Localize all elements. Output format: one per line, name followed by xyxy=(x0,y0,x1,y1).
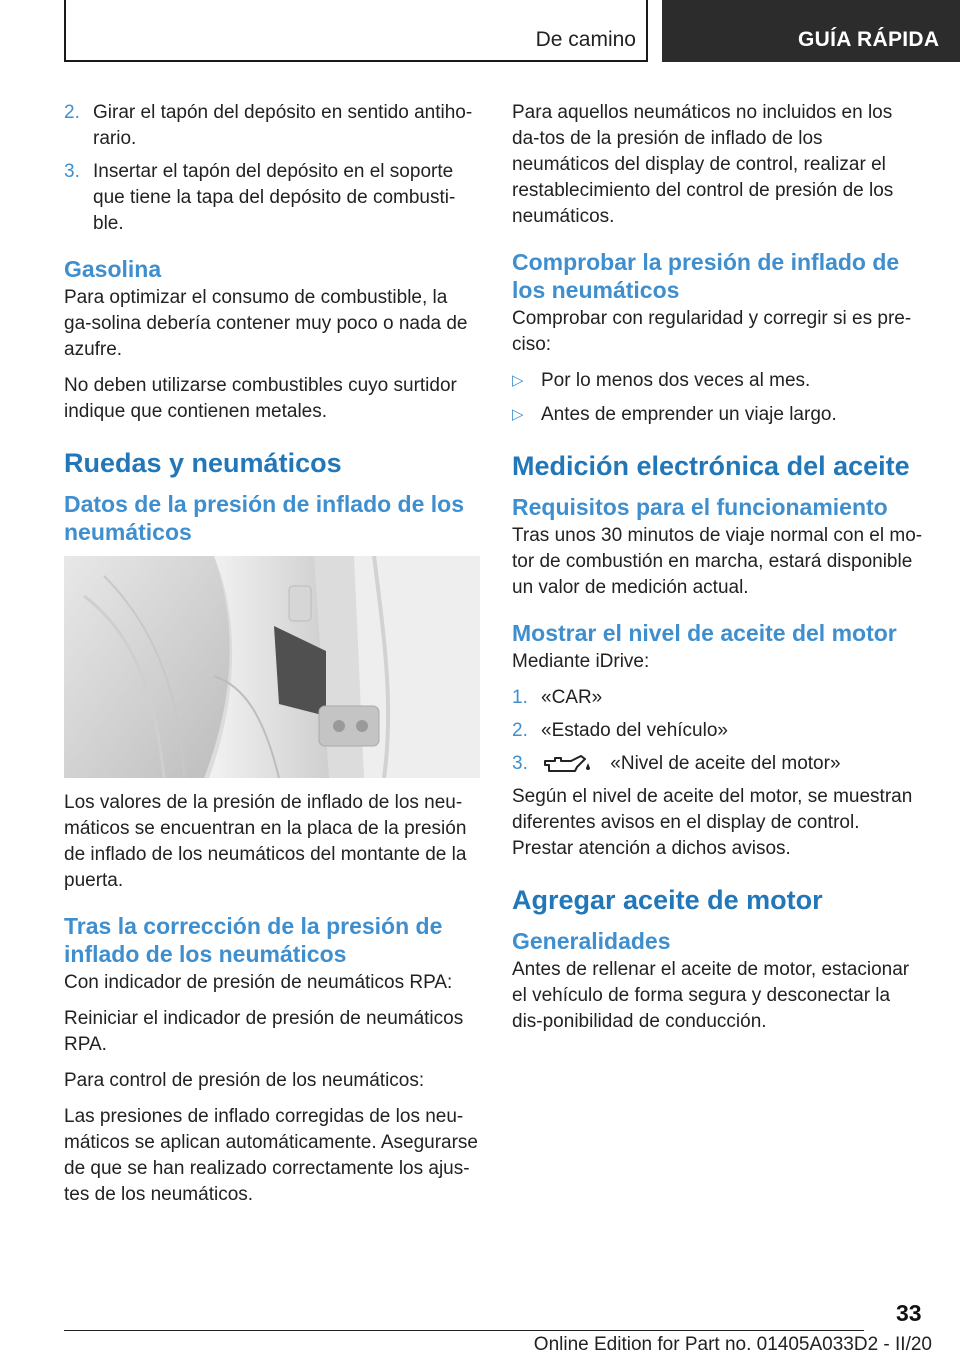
header-section-title: De camino xyxy=(535,28,636,51)
heading-comprobar-presion: Comprobar la presión de inflado de los neumáticos xyxy=(512,249,900,303)
step-number: 3. xyxy=(512,753,528,774)
step-number: 2. xyxy=(512,720,528,741)
right-column xyxy=(512,100,924,1045)
page-header xyxy=(0,0,960,66)
paragraph: Antes de rellenar el aceite de motor, estacionar el vehículo de forma segura y desconectar la dis-ponibilidad de conducción. xyxy=(512,959,910,1032)
heading-agregar-aceite: Agregar aceite de motor xyxy=(512,885,823,915)
paragraph: Reiniciar el indicador de presión de neumáticos RPA. xyxy=(64,1008,464,1055)
paragraph: Según el nivel de aceite del motor, se muestran diferentes avisos en el display de control. Prestar atención a dichos avisos. xyxy=(512,786,913,859)
step-text: Insertar el tapón del depósito en el soporte que tiene la tapa del depósito de combusti-ble. xyxy=(93,161,456,234)
step-text: «CAR» xyxy=(541,687,603,708)
paragraph: Los valores de la presión de inflado de los neu-máticos se encuentran en la placa de la presión de inflado de los neumáticos del montante de la puerta. xyxy=(64,792,467,891)
oil-can-icon xyxy=(541,753,595,775)
step-number: 3. xyxy=(64,161,80,182)
footer-edition-text: Online Edition for Part no. 01405A033D2 - II/20 xyxy=(533,1334,932,1355)
heading-ruedas: Ruedas y neumáticos xyxy=(64,448,342,478)
footer-divider xyxy=(64,1330,864,1331)
heading-tras-correccion: Tras la corrección de la presión de inflado de los neumáticos xyxy=(64,913,443,967)
door-pillar-tire-label-image xyxy=(64,556,480,778)
triangle-bullet-icon: ▷ xyxy=(512,372,524,389)
list-item xyxy=(512,368,924,394)
heading-datos-presion: Datos de la presión de inflado de los neumáticos xyxy=(64,491,465,545)
list-item xyxy=(512,402,924,428)
paragraph: Para optimizar el consumo de combustible, la ga-solina debería contener muy poco o nada de azufre. xyxy=(64,287,468,360)
list-item-text: Por lo menos dos veces al mes. xyxy=(541,370,811,391)
header-tab-quick-guide[interactable] xyxy=(662,0,960,62)
step-item xyxy=(64,159,480,237)
step-item xyxy=(512,685,924,711)
paragraph: Para aquellos neumáticos no incluidos en los da-tos de la presión de inflado de los neumáticos del display de control, realizar el restablecimiento del control de presión de los neumáticos. xyxy=(512,102,894,227)
heading-generalidades: Generalidades xyxy=(512,928,671,954)
step-number: 1. xyxy=(512,687,528,708)
paragraph: Para control de presión de los neumáticos: xyxy=(64,1070,425,1091)
heading-requisitos: Requisitos para el funcionamiento xyxy=(512,494,888,520)
step-text: «Nivel de aceite del motor» xyxy=(610,753,841,774)
step-item xyxy=(512,718,924,744)
page-number: 33 xyxy=(896,1300,922,1326)
triangle-bullet-icon: ▷ xyxy=(512,406,524,423)
paragraph: Con indicador de presión de neumáticos RPA: xyxy=(64,972,453,993)
heading-gasolina: Gasolina xyxy=(64,256,162,282)
heading-medicion-aceite: Medición electrónica del aceite xyxy=(512,451,910,481)
left-column xyxy=(64,100,480,1218)
header-section-box xyxy=(64,0,648,62)
list-item-text: Antes de emprender un viaje largo. xyxy=(541,404,837,425)
step-item xyxy=(64,100,480,152)
step-text: Girar el tapón del depósito en sentido antiho-rario. xyxy=(93,102,473,149)
step-item xyxy=(512,751,924,777)
header-tab-label: GUÍA RÁPIDA xyxy=(798,28,940,51)
heading-mostrar-nivel: Mostrar el nivel de aceite del motor xyxy=(512,620,897,646)
step-number: 2. xyxy=(64,102,80,123)
paragraph: Las presiones de inflado corregidas de los neu-máticos se aplican automáticamente. Asegurarse de que se han realizado correctamente los ajus-tes de los neumáticos. xyxy=(64,1106,478,1205)
paragraph: Tras unos 30 minutos de viaje normal con el mo-tor de combustión en marcha, estará disponible un valor de medición actual. xyxy=(512,525,923,598)
paragraph: No deben utilizarse combustibles cuyo surtidor indique que contienen metales. xyxy=(64,375,457,422)
step-text: «Estado del vehículo» xyxy=(541,720,728,741)
paragraph: Comprobar con regularidad y corregir si es pre-ciso: xyxy=(512,308,912,355)
paragraph: Mediante iDrive: xyxy=(512,651,650,672)
